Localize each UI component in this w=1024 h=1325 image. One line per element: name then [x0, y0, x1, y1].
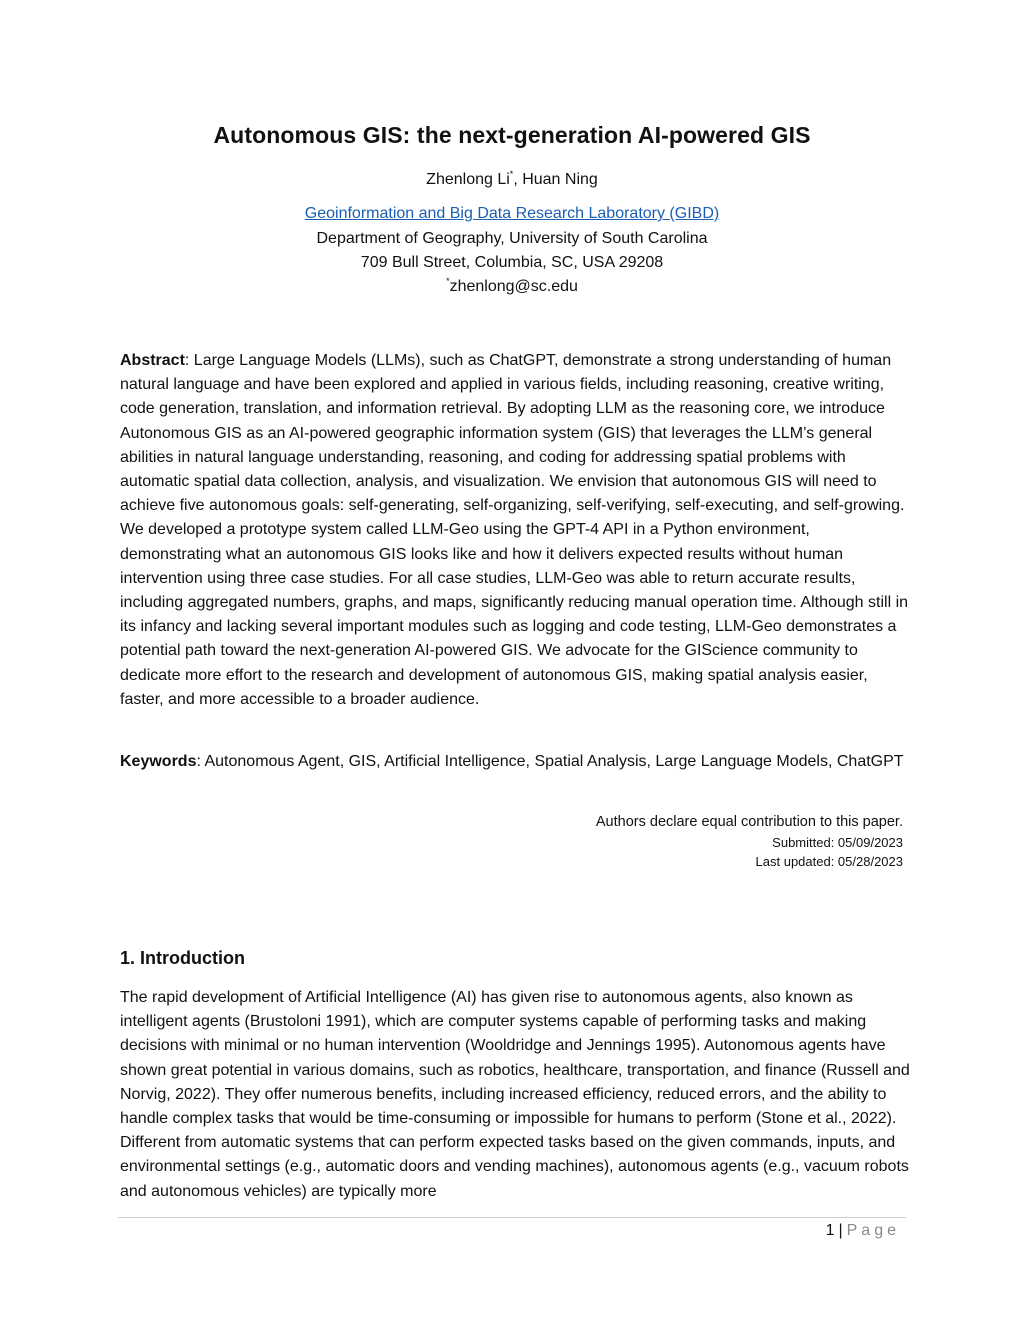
- email-marker: *: [446, 276, 450, 286]
- author-line: [0, 171, 1024, 189]
- corresponding-marker: *: [509, 169, 514, 179]
- author-1: Zhenlong Li: [426, 171, 510, 188]
- lab-link[interactable]: Geoinformation and Big Data Research Laboratory (GIBD): [304, 205, 720, 222]
- keywords: [120, 750, 910, 774]
- abstract: [120, 349, 910, 712]
- keywords-label: Keywords: [120, 753, 197, 770]
- department: Department of Geography, University of South Carolina: [316, 230, 708, 247]
- footer-separator: |: [838, 1222, 843, 1239]
- page-footer: [826, 1222, 900, 1240]
- page-label: Page: [846, 1222, 900, 1239]
- contribution-note: Authors declare equal contribution to this paper.: [595, 814, 903, 830]
- submitted-date: Submitted: 05/09/2023: [772, 835, 903, 850]
- updated-date: Last updated: 05/28/2023: [755, 854, 903, 869]
- address: 709 Bull Street, Columbia, SC, USA 29208: [360, 254, 664, 271]
- author-2: , Huan Ning: [513, 171, 598, 188]
- section-heading-introduction: 1. Introduction: [120, 948, 245, 968]
- abstract-text: : Large Language Models (LLMs), such as ChatGPT, demonstrate a strong understanding of human natural language and have been explored and applied in various fields, including reasoning, creative writing, code generation, translation, and information retrieval. By adopting LLM as the reasoning core, we introduce Autonomous GIS as an AI-powered geographic information system (GIS) that leverages the LLM’s general abilities in natural language understanding, reasoning, and coding for addressing spatial problems with automatic spatial data collection, analysis, and visualization. We envision that autonomous GIS will need to achieve five autonomous goals: self-generating, self-organizing, self-verifying, self-executing, and self-growing. We developed a prototype system called LLM-Geo using the GPT-4 API in a Python environment, demonstrating what an autonomous GIS looks like and how it delivers expected results without human intervention using three case studies. For all case studies, LLM-Geo was able to return accurate results, including aggregated numbers, graphs, and maps, significantly reducing manual operation time. Although still in its infancy and lacking several important modules such as logging and code testing, LLM-Geo demonstrates a potential path toward the next-generation AI-powered GIS. We advocate for the GIScience community to dedicate more effort to the research and development of autonomous GIS, making spatial analysis easier, faster, and more accessible to a broader audience.: [120, 352, 909, 708]
- page-number: 1: [825, 1222, 835, 1239]
- paper-title: Autonomous GIS: the next-generation AI-powered GIS: [213, 122, 811, 148]
- email: zhenlong@sc.edu: [449, 278, 578, 295]
- keywords-text: : Autonomous Agent, GIS, Artificial Intelligence, Spatial Analysis, Large Language Models, ChatGPT: [196, 753, 904, 770]
- footer-divider: [118, 1217, 906, 1218]
- introduction-paragraph: The rapid development of Artificial Intelligence (AI) has given rise to autonomous agents, also known as intelligent agents (Brustoloni 1991), which are computer systems capable of performing tasks and making decisions with minimal or no human intervention (Wooldridge and Jennings 1995). Autonomous agents have shown great potential in various domains, such as robotics, healthcare, transportation, and finance (Russell and Norvig, 2022). They offer numerous benefits, including increased efficiency, reduced errors, and the ability to handle complex tasks that would be time-consuming or impossible for humans to perform (Stone et al., 2022). Different from automatic systems that can perform expected tasks based on the given commands, inputs, and environmental settings (e.g., automatic doors and vending machines), autonomous agents (e.g., vacuum robots and autonomous vehicles) are typically more: [120, 989, 910, 1200]
- abstract-label: Abstract: [120, 352, 185, 369]
- email-line: [0, 278, 1024, 296]
